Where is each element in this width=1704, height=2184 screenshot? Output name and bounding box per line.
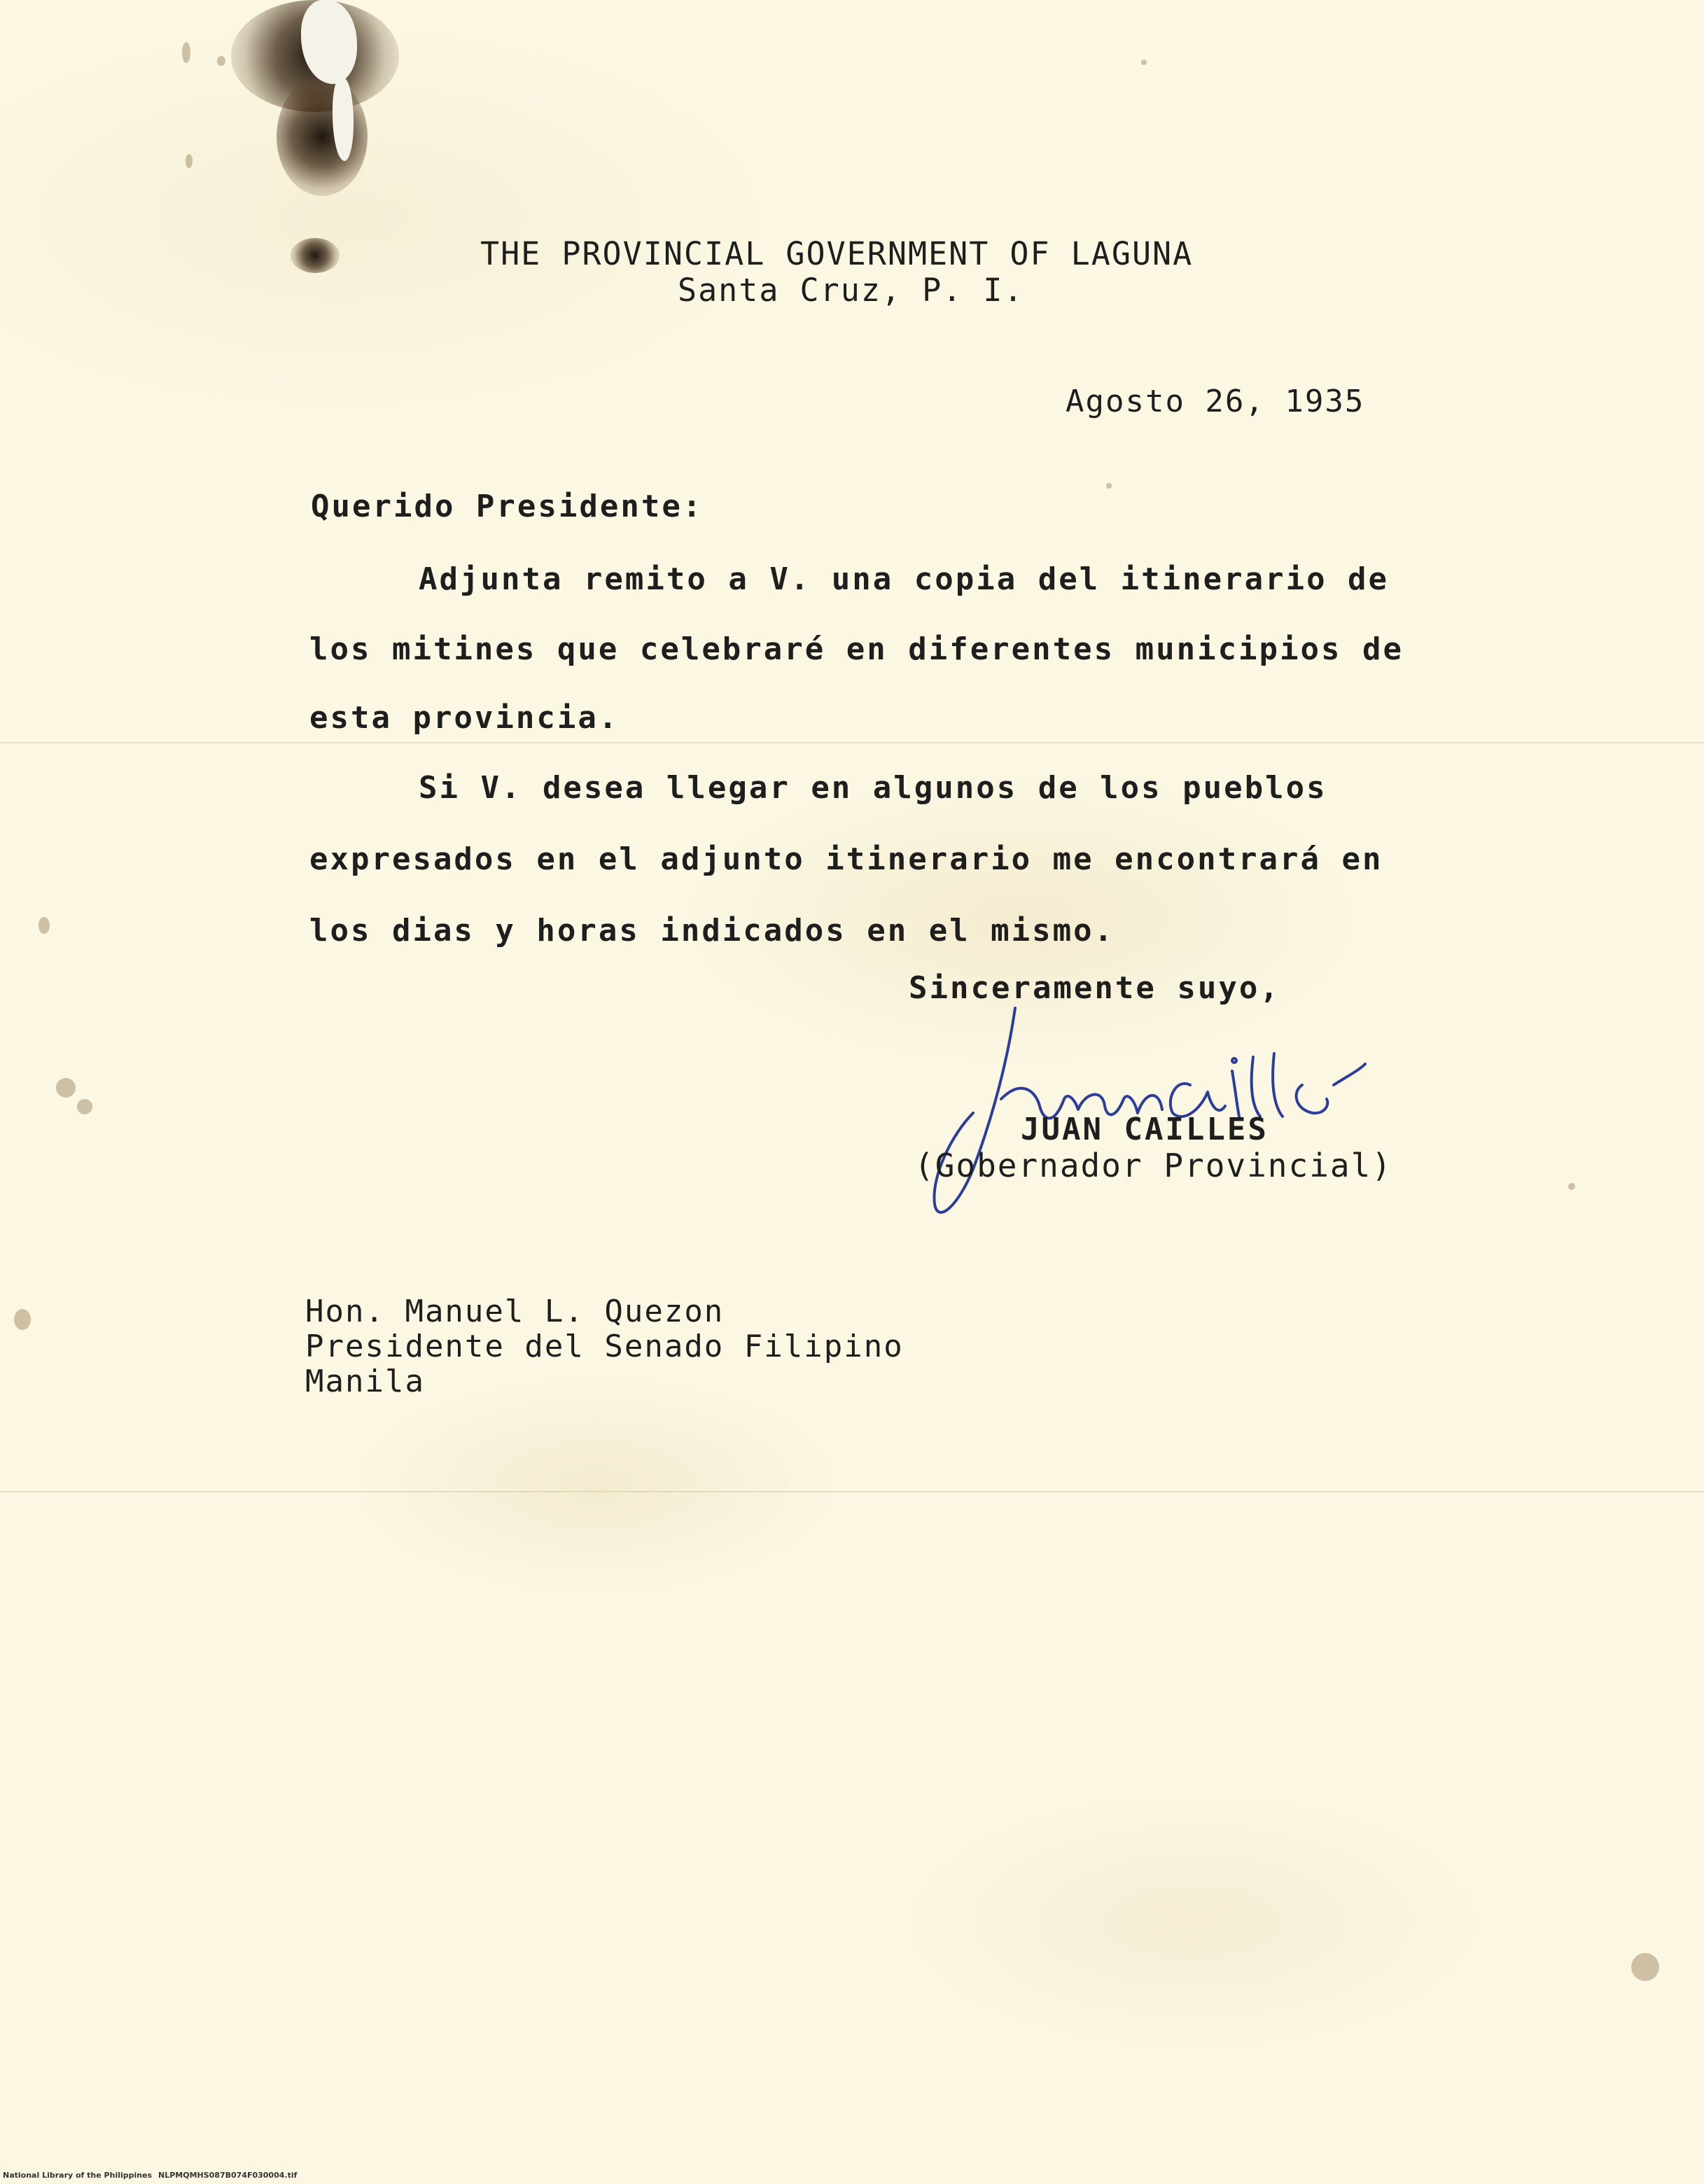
- speck: [186, 154, 193, 168]
- speck: [1141, 59, 1147, 65]
- burn-mark: [291, 238, 340, 273]
- speck: [1568, 1183, 1575, 1190]
- paragraph-2-line: Si V. desea llegar en algunos de los pueblos: [419, 770, 1327, 806]
- signer-name: JUAN CAILLES: [1021, 1112, 1269, 1147]
- speck: [182, 42, 190, 63]
- paragraph-1-line: Adjunta remito a V. una copia del itinerario de: [419, 561, 1390, 597]
- paragraph-2-line: expresados en el adjunto itinerario me encontrará en: [309, 841, 1383, 877]
- recipient-line: Manila: [305, 1364, 425, 1399]
- paper-fold-lower: [0, 1491, 1704, 1492]
- paragraph-1-line: esta provincia.: [309, 700, 620, 736]
- speck: [14, 1309, 31, 1330]
- letterhead-location: Santa Cruz, P. I.: [678, 272, 1024, 309]
- paragraph-1-line: los mitines que celebraré en diferentes municipios de: [309, 631, 1404, 667]
- speck: [1106, 483, 1112, 489]
- letterhead-title: THE PROVINCIAL GOVERNMENT OF LAGUNA: [480, 235, 1194, 272]
- speck: [1631, 1953, 1659, 1981]
- speck: [217, 56, 225, 66]
- speck: [77, 1099, 92, 1114]
- footer-file-id: NLPMQMHS087B074F030004.tif: [158, 2171, 298, 2180]
- speck: [56, 1078, 76, 1098]
- paragraph-2-line: los dias y horas indicados en el mismo.: [309, 913, 1115, 948]
- letter-date: Agosto 26, 1935: [1066, 384, 1365, 419]
- signer-title: (Gobernador Provincial): [914, 1147, 1392, 1184]
- footer-library-label: National Library of the Philippines: [3, 2171, 153, 2180]
- recipient-line: Hon. Manuel L. Quezon: [305, 1294, 725, 1329]
- burn-mark: [277, 77, 368, 196]
- paper-fold-upper: [0, 742, 1704, 743]
- salutation: Querido Presidente:: [311, 489, 704, 524]
- closing: Sinceramente suyo,: [909, 970, 1280, 1006]
- speck: [39, 917, 50, 934]
- recipient-line: Presidente del Senado Filipino: [305, 1329, 904, 1364]
